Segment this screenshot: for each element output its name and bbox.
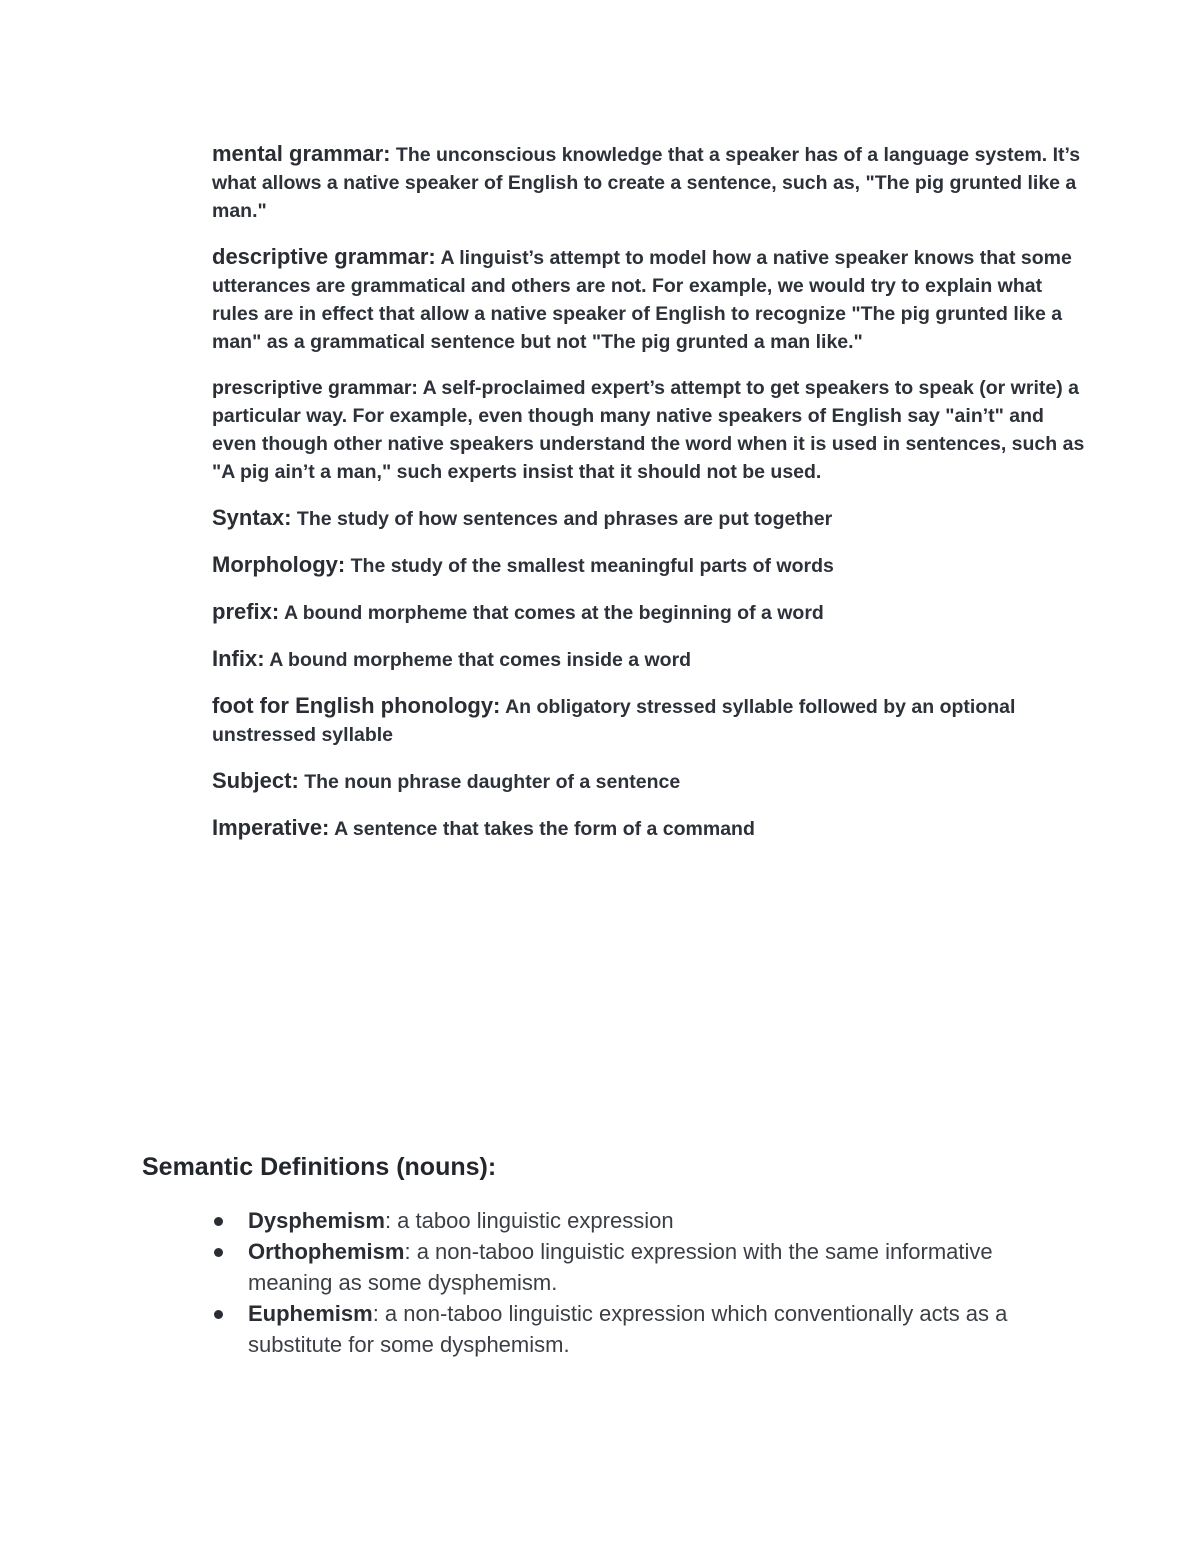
definition-term: prefix: <box>212 599 280 624</box>
definition-text: The study of how sentences and phrases are put together <box>291 508 833 530</box>
semantic-definitions-list <box>212 1205 1072 1360</box>
definition-term: Morphology: <box>212 552 346 577</box>
definition-subject <box>212 767 1092 796</box>
definitions-section <box>212 140 1092 861</box>
definition-prescriptive-grammar <box>212 374 1092 486</box>
definition-term: prescriptive grammar: <box>212 377 418 399</box>
definition-mental-grammar <box>212 140 1092 225</box>
definition-prefix <box>212 598 1092 627</box>
list-item-euphemism <box>212 1298 1072 1360</box>
semantic-term: Dysphemism <box>248 1208 385 1233</box>
definition-syntax <box>212 504 1092 533</box>
definition-term: mental grammar: <box>212 141 391 166</box>
semantic-text: : a non-taboo linguistic expression with the same informative meaning as some dysphemism. <box>248 1239 993 1295</box>
definition-term: descriptive grammar: <box>212 244 436 269</box>
list-item-dysphemism <box>212 1205 1072 1236</box>
semantic-text: : a taboo linguistic expression <box>384 1208 674 1233</box>
definition-term: foot for English phonology: <box>212 693 501 718</box>
definition-morphology <box>212 551 1092 580</box>
definition-imperative <box>212 814 1092 843</box>
definition-text: The study of the smallest meaningful parts of words <box>345 555 834 577</box>
definition-text: A sentence that takes the form of a command <box>329 818 755 840</box>
definition-text: The unconscious knowledge that a speaker has of a language system. It’s what allows a native speaker of English to create a sentence, such as, "The pig grunted like a man." <box>212 144 1081 222</box>
definition-term: Infix: <box>212 646 265 671</box>
semantic-term: Orthophemism <box>248 1239 405 1264</box>
definition-descriptive-grammar <box>212 243 1092 356</box>
definition-text: A bound morpheme that comes at the beginning of a word <box>279 602 824 624</box>
semantic-definitions-heading: Semantic Definitions (nouns): <box>142 1153 497 1181</box>
bullet-icon <box>214 1217 223 1226</box>
definition-text: The noun phrase daughter of a sentence <box>298 771 681 793</box>
definition-foot <box>212 692 1092 749</box>
definition-term: Subject: <box>212 768 299 793</box>
bullet-icon <box>214 1310 223 1319</box>
definition-term: Imperative: <box>212 815 330 840</box>
definition-term: Syntax: <box>212 505 292 530</box>
definition-text: A linguist’s attempt to model how a native speaker knows that some utterances are grammatical and others are not. For example, we would try to explain what rules are in effect that allow a native speaker of English to recognize "The pig grunted like a man" as a grammatical sentence but not "The pig grunted a man like." <box>212 247 1072 353</box>
definition-text: A bound morpheme that comes inside a word <box>264 649 692 671</box>
definition-text: An obligatory stressed syllable followed by an optional unstressed syllable <box>212 696 1016 746</box>
definition-infix <box>212 645 1092 674</box>
list-item-orthophemism <box>212 1236 1072 1298</box>
semantic-term: Euphemism <box>248 1301 373 1326</box>
semantic-text: : a non-taboo linguistic expression which conventionally acts as a substitute for some dysphemism. <box>248 1301 1008 1357</box>
bullet-icon <box>214 1248 223 1257</box>
definition-text: A self-proclaimed expert’s attempt to get speakers to speak (or write) a particular way. For example, even though many native speakers of English say "ain’t" and even though other native speakers understand the word when it is used in sentences, such as "A pig ain’t a man," such experts insist that it should not be used. <box>212 377 1085 483</box>
